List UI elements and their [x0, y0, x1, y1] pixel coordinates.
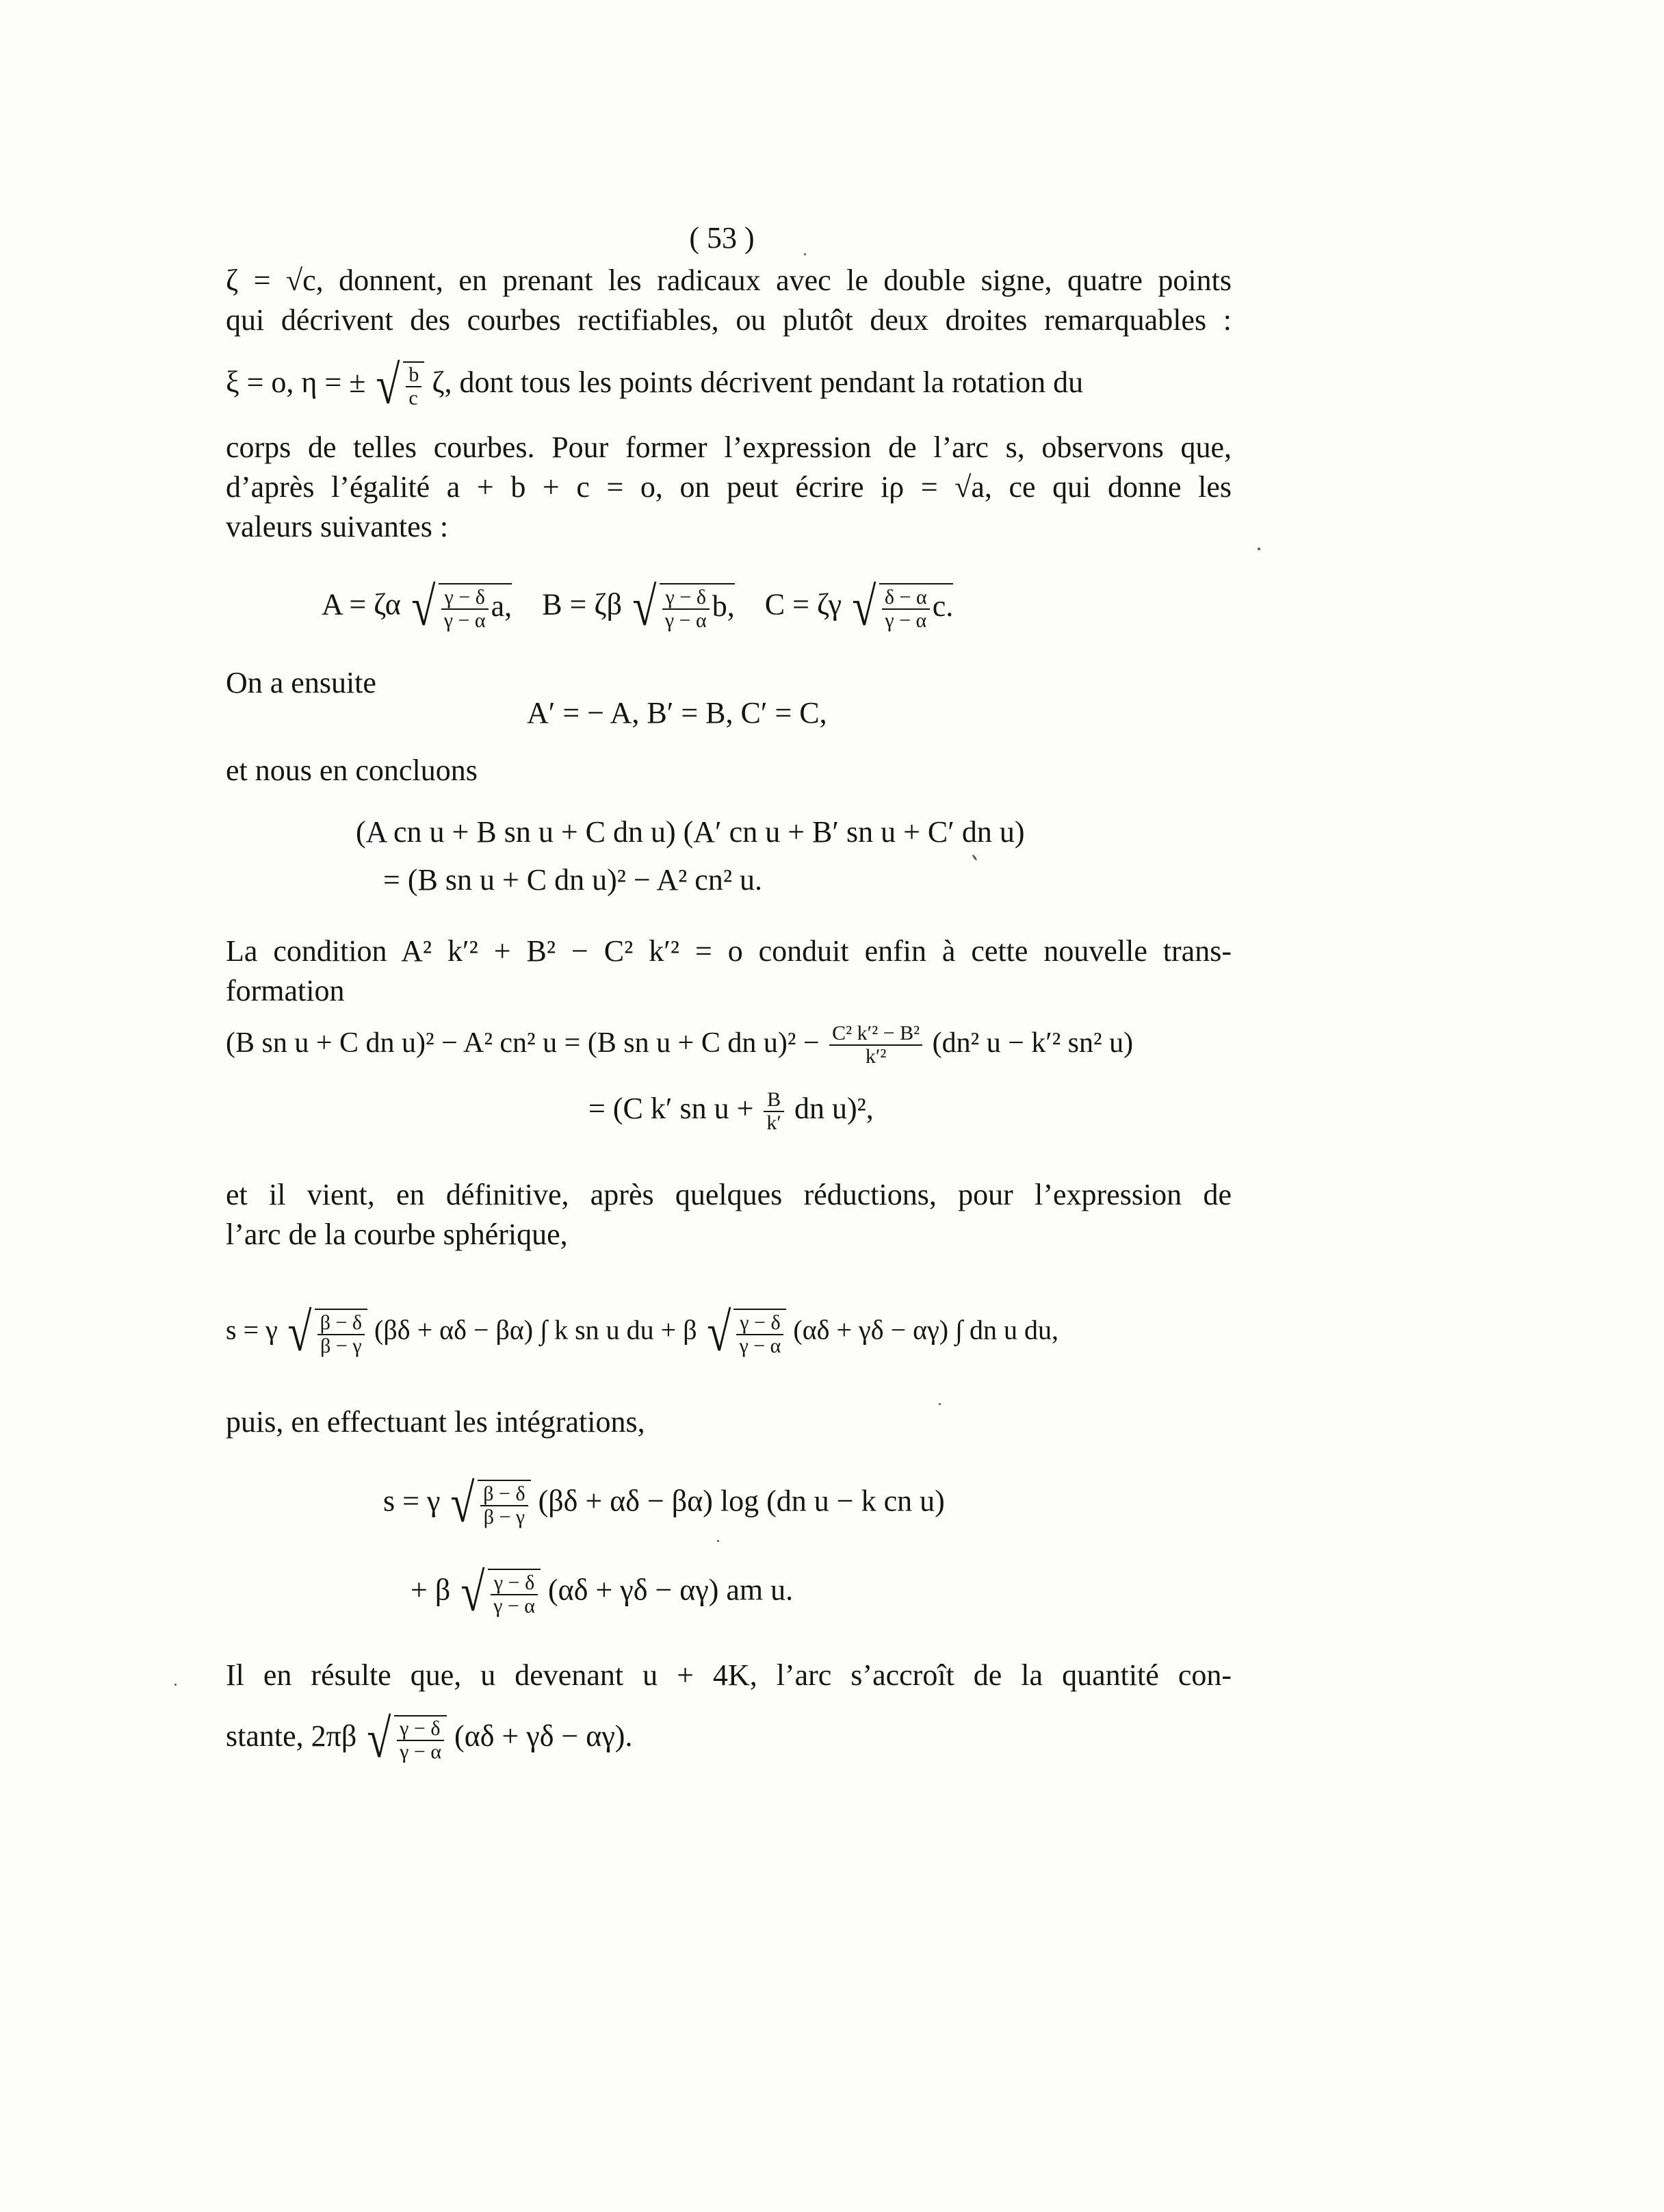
- text-concluons: et nous en concluons: [226, 754, 478, 787]
- equation-transform-line2: = (C k′ sn u + $\frac{B}{k'}$ dn u)²,: [588, 1088, 874, 1134]
- para5-line1: et il vient, en définitive, après quelques réductions, pour l’expression de: [226, 1178, 1232, 1211]
- para4-line1: La condition A² k′² + B² − C² k′² = o conduit enfin à cette nouvelle trans-: [226, 934, 1232, 968]
- text-on-a-ensuite: On a ensuite: [226, 666, 376, 699]
- para5-line2: l’arc de la courbe sphérique,: [226, 1218, 568, 1251]
- paper-speck: [972, 854, 977, 861]
- equation-arc-result-line2: + β √ $\frac{\gamma - \delta}{\gamma - \alpha}$ (αδ + γδ − αγ) am u.: [411, 1562, 794, 1623]
- equation-product-line2: = (B sn u + C dn u)² − A² cn² u.: [383, 863, 763, 897]
- para7-line1: Il en résulte que, u devenant u + 4K, l’arc s’accroît de la quantité con-: [226, 1658, 1232, 1692]
- paper-speck: [804, 253, 806, 255]
- para4-line2: formation: [226, 974, 345, 1007]
- equation-primes: A′ = − A, B′ = B, C′ = C,: [527, 696, 827, 730]
- paper-speck: [939, 1403, 941, 1405]
- para1-line3-post: ζ, dont tous les points décrivent pendant la rotation du: [432, 365, 1084, 400]
- text-integrations: puis, en effectuant les intégrations,: [226, 1405, 645, 1439]
- para1-line3: [226, 355, 1232, 415]
- para1-line6: valeurs suivantes :: [226, 510, 449, 543]
- para1-line3-pre: ξ = o, η = ±: [226, 365, 366, 400]
- para1-line4: corps de telles courbes. Pour former l’expression de l’arc s, observons que,: [226, 430, 1232, 464]
- equation-abc: A = ζα √ $\frac{\gamma - \delta}{\gamma - \alpha}$ a, B = ζβ √ $\frac{\gamma - \delta}{\gamma - \alpha}$ b, C = ζγ √ $\frac{\delta - \alpha}{\gamma - \alpha}$ c.: [322, 577, 954, 638]
- para1-line2: qui décrivent des courbes rectifiables, ou plutôt deux droites remarquables :: [226, 303, 1232, 337]
- page-number: ( 53 ): [689, 221, 755, 255]
- radical: √ $\frac{b}{c}$: [373, 361, 424, 409]
- paper-speck: [717, 1540, 719, 1542]
- paper-speck: [174, 1684, 177, 1686]
- paper-speck: [1258, 548, 1260, 550]
- equation-transform-line1: (B sn u + C dn u)² − A² cn² u = (B sn u + C dn u)² − $\frac{\text{C² k′² − B²}}{\text{k′²}}$ (dn² u − k′² sn² u): [226, 1022, 1134, 1068]
- fraction: $\frac{b}{c}$: [406, 364, 421, 409]
- para7-line2: stante, 2πβ √ $\frac{\gamma - \delta}{\gamma - \alpha}$ (αδ + γδ − αγ).: [226, 1709, 633, 1769]
- equation-product-line1: (A cn u + B sn u + C dn u) (A′ cn u + B′ sn u + C′ dn u): [356, 815, 1025, 849]
- para1-line5: d’après l’égalité a + b + c = o, on peut écrire iρ = √a, ce qui donne les: [226, 470, 1232, 504]
- equation-arc-result-line1: s = γ √ $\frac{\beta - \delta}{\beta - \gamma}$ (βδ + αδ − βα) log (dn u − k cn u): [383, 1474, 945, 1534]
- para1-line1: ζ = √c, donnent, en prenant les radicaux avec le double signe, quatre points: [226, 263, 1232, 297]
- equation-arc-integral: s = γ √ $\frac{\beta - \delta}{\beta - \gamma}$ (βδ + αδ − βα) ∫ k sn u du + β √ $\frac{\gamma - \delta}{\gamma - \alpha}$ (αδ + γδ − αγ) ∫ dn u du,: [226, 1302, 1059, 1363]
